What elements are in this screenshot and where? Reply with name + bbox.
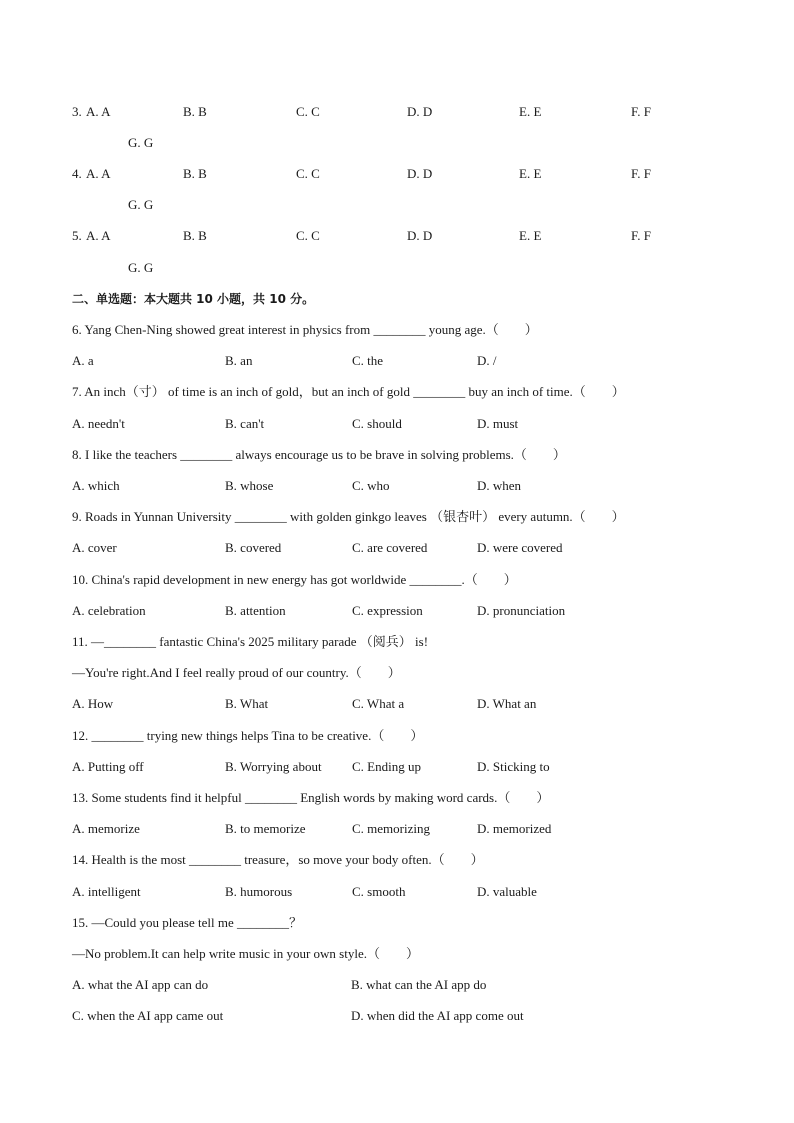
option-a: A. intelligent	[72, 884, 141, 899]
option-d: D. pronunciation	[477, 603, 566, 618]
option-g: G. G	[128, 260, 154, 275]
question-stem: 10. China's rapid development in new energy has got worldwide ________.（ ）	[72, 572, 517, 587]
option-g: G. G	[128, 197, 154, 212]
option-a: A. How	[72, 696, 114, 711]
option-c: C. the	[352, 353, 384, 368]
option-c: C. C	[296, 228, 320, 243]
option-b: B. B	[183, 104, 207, 119]
option-a: A. needn't	[72, 416, 125, 431]
question-stem-line-2: —You're right.And I feel really proud of our country.（ ）	[72, 665, 401, 680]
option-b: B. humorous	[225, 884, 293, 899]
option-b: B. B	[183, 166, 207, 181]
option-e: E. E	[519, 104, 542, 119]
section-header: 二、单选题：本大题共 10 小题，共 10 分。	[72, 292, 315, 306]
option-c: C. smooth	[352, 884, 406, 899]
option-b: B. covered	[225, 540, 282, 555]
question-stem: 13. Some students find it helpful ________ English words by making word cards.（ ）	[72, 790, 550, 805]
option-d: D. must	[477, 416, 519, 431]
option-c: C. are covered	[352, 540, 428, 555]
option-d: D. What an	[477, 696, 537, 711]
option-b: B. an	[225, 353, 253, 368]
option-d: D. D	[407, 228, 433, 243]
option-d: D. when did the AI app come out	[351, 1008, 524, 1023]
option-b: B. whose	[225, 478, 274, 493]
option-a: A. A	[86, 228, 111, 243]
option-f: F. F	[631, 104, 651, 119]
question-stem: 6. Yang Chen-Ning showed great interest in physics from ________ young age.（ ）	[72, 322, 538, 337]
question-stem: 15. —Could you please tell me ________？	[72, 915, 303, 930]
option-b: B. Worrying about	[225, 759, 322, 774]
option-d: D. D	[407, 166, 433, 181]
question-number: 5.	[72, 228, 82, 243]
question-stem: 8. I like the teachers ________ always encourage us to be brave in solving problems.（ ）	[72, 447, 566, 462]
option-d: D. Sticking to	[477, 759, 550, 774]
option-d: D. were covered	[477, 540, 563, 555]
question-stem: 7. An inch（寸） of time is an inch of gold，but an inch of gold ________ buy an inch of time.（ ）	[72, 384, 625, 399]
option-b: B. What	[225, 696, 269, 711]
option-a: A. A	[86, 104, 111, 119]
question-number: 3.	[72, 104, 82, 119]
option-c: C. memorizing	[352, 821, 430, 836]
option-b: B. B	[183, 228, 207, 243]
option-b: B. can't	[225, 416, 265, 431]
option-g: G. G	[128, 135, 154, 150]
option-a: A. what the AI app can do	[72, 977, 209, 992]
option-c: C. who	[352, 478, 390, 493]
option-d: D. /	[477, 353, 497, 368]
option-b: B. to memorize	[225, 821, 306, 836]
option-c: C. Ending up	[352, 759, 421, 774]
option-b: B. what can the AI app do	[351, 977, 487, 992]
option-d: D. when	[477, 478, 522, 493]
question-stem: 12. ________ trying new things helps Tina to be creative.（ ）	[72, 728, 424, 743]
option-c: C. C	[296, 166, 320, 181]
question-stem: 11. —________ fantastic China's 2025 military parade （阅兵） is!	[72, 634, 429, 649]
option-f: F. F	[631, 166, 651, 181]
option-f: F. F	[631, 228, 651, 243]
option-c: C. expression	[352, 603, 423, 618]
question-stem: 9. Roads in Yunnan University ________ with golden ginkgo leaves （银杏叶） every autumn.（ ）	[72, 509, 625, 524]
option-a: A. celebration	[72, 603, 146, 618]
question-stem-line-2: —No problem.It can help write music in your own style.（ ）	[72, 946, 419, 961]
option-a: A. which	[72, 478, 120, 493]
option-a: A. Putting off	[72, 759, 144, 774]
option-d: D. memorized	[477, 821, 552, 836]
option-a: A. cover	[72, 540, 117, 555]
option-a: A. memorize	[72, 821, 140, 836]
question-stem: 14. Health is the most ________ treasure，so move your body often.（ ）	[72, 852, 484, 867]
question-number: 4.	[72, 166, 82, 181]
option-c: C. should	[352, 416, 402, 431]
option-e: E. E	[519, 166, 542, 181]
option-b: B. attention	[225, 603, 286, 618]
option-e: E. E	[519, 228, 542, 243]
option-d: D. valuable	[477, 884, 537, 899]
option-a: A. a	[72, 353, 94, 368]
option-c: C. C	[296, 104, 320, 119]
option-a: A. A	[86, 166, 111, 181]
option-d: D. D	[407, 104, 433, 119]
option-c: C. What a	[352, 696, 405, 711]
option-c: C. when the AI app came out	[72, 1008, 224, 1023]
